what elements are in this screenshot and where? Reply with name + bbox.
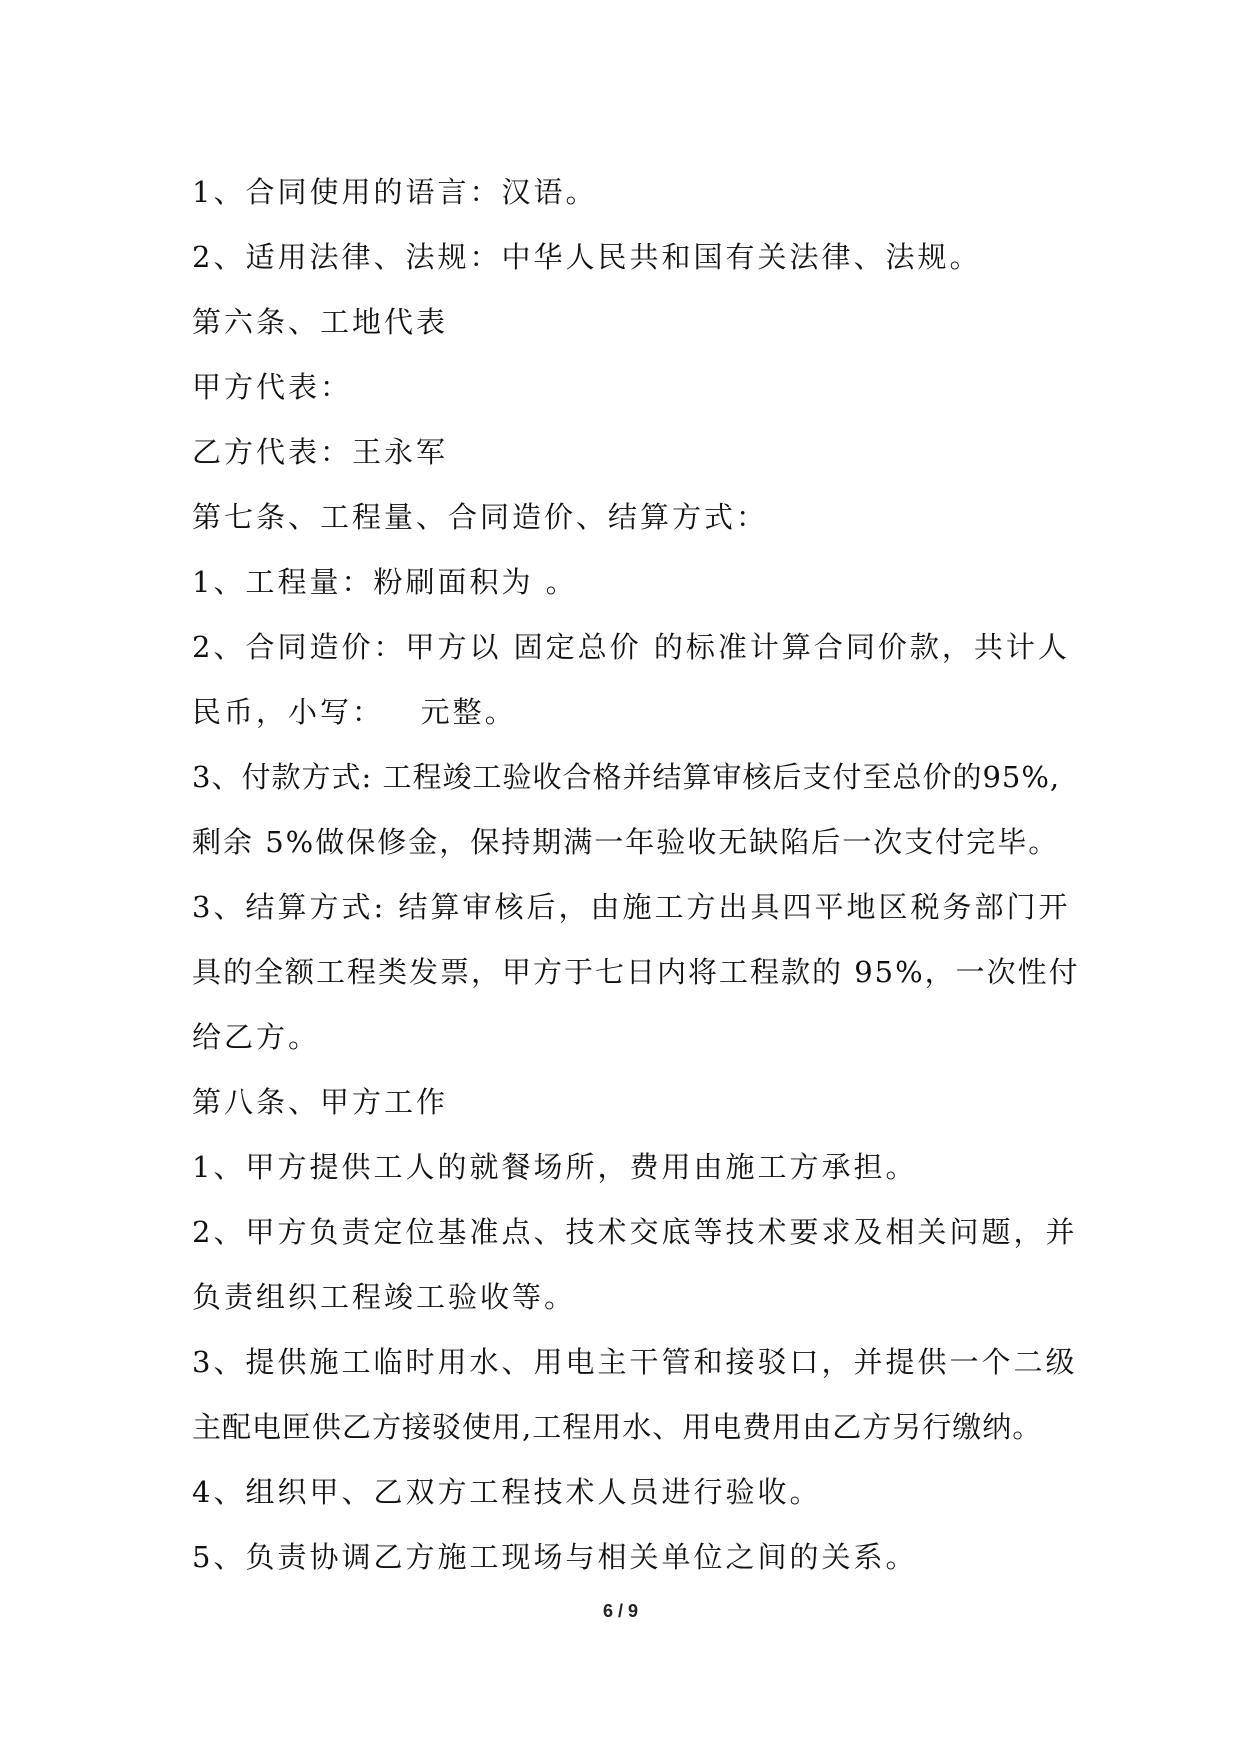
paragraph-line: 1、甲方提供工人的就餐场所，费用由施工方承担。: [192, 1150, 918, 1184]
paragraph-line: 主配电匣供乙方接驳使用,工程用水、用电费用由乙方另行缴纳。: [192, 1410, 1043, 1444]
paragraph-line: 具的全额工程类发票，甲方于七日内将工程款的 95%，一次性付: [192, 955, 1080, 989]
section-heading: 第六条、工地代表: [192, 305, 449, 339]
section-heading: 第八条、甲方工作: [192, 1085, 449, 1119]
page-number: 6 / 9: [602, 1601, 639, 1621]
paragraph-line: 5、负责协调乙方施工现场与相关单位之间的关系。: [192, 1540, 918, 1574]
section-heading: 第七条、工程量、合同造价、结算方式：: [192, 500, 769, 534]
paragraph-line: 2、甲方负责定位基准点、技术交底等技术要求及相关问题，并: [192, 1215, 1078, 1249]
paragraph-line: 民币，小写： 元整。: [192, 695, 517, 729]
paragraph-line: 4、组织甲、乙双方工程技术人员进行验收。: [192, 1475, 822, 1509]
paragraph-line: 1、工程量：粉刷面积为 。: [192, 565, 578, 599]
paragraph-line: 乙方代表：王永军: [192, 435, 449, 469]
paragraph-line: 2、适用法律、法规：中华人民共和国有关法律、法规。: [192, 240, 982, 274]
paragraph-line: 3、提供施工临时用水、用电主干管和接驳口，并提供一个二级: [192, 1345, 1078, 1379]
paragraph-line: 甲方代表：: [192, 370, 353, 404]
paragraph-line: 给乙方。: [192, 1020, 321, 1054]
paragraph-line: 2、合同造价：甲方以 固定总价 的标准计算合同价款，共计人: [192, 630, 1070, 664]
paragraph-line: 3、结算方式: 结算审核后，由施工方出具四平地区税务部门开: [192, 890, 1071, 924]
paragraph-line: 负责组织工程竣工验收等。: [192, 1280, 577, 1314]
paragraph-line: 剩余 5%做保修金，保持期满一年验收无缺陷后一次支付完毕。: [192, 825, 1060, 859]
paragraph-line: 3、付款方式: 工程竣工验收合格并结算审核后支付至总价的95%,: [192, 760, 1061, 794]
document-body: [192, 160, 1080, 1590]
paragraph-line: 1、合同使用的语言：汉语。: [192, 175, 598, 209]
